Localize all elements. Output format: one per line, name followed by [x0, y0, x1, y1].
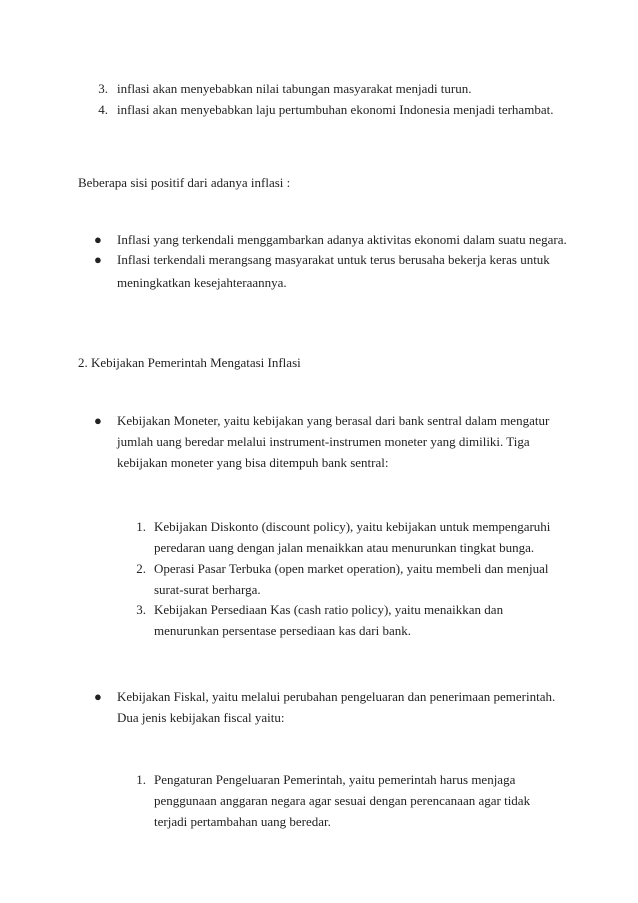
section-heading: 2. Kebijakan Pemerintah Mengatasi Inflasi	[78, 355, 301, 370]
bullet-icon: ●	[94, 689, 102, 704]
paragraph-line: jumlah uang beredar melalui instrument-instrumen moneter yang dimiliki. Tiga	[117, 434, 530, 449]
list-item: inflasi akan menyebabkan nilai tabungan masyarakat menjadi turun.	[117, 81, 472, 96]
list-item: Kebijakan Diskonto (discount policy), yaitu kebijakan untuk mempengaruhi	[154, 519, 551, 534]
paragraph-line: kebijakan moneter yang bisa ditempuh bank sentral:	[117, 455, 389, 470]
paragraph-line: Kebijakan Moneter, yaitu kebijakan yang berasal dari bank sentral dalam mengatur	[117, 413, 550, 428]
list-item: Kebijakan Persediaan Kas (cash ratio policy), yaitu menaikkan dan	[154, 602, 504, 617]
list-item: inflasi akan menyebabkan laju pertumbuhan ekonomi Indonesia menjadi terhambat.	[117, 102, 554, 117]
list-marker: 2.	[136, 561, 146, 576]
list-item-continuation: peredaran uang dengan jalan menaikkan atau menurunkan tingkat bunga.	[154, 540, 535, 555]
list-item: Pengaturan Pengeluaran Pemerintah, yaitu pemerintah harus menjaga	[154, 772, 516, 787]
list-marker: 1.	[136, 519, 146, 534]
list-marker: 1.	[136, 772, 146, 787]
list-item-continuation: penggunaan anggaran negara agar sesuai dengan perencanaan agar tidak	[154, 793, 531, 808]
list-item: Inflasi yang terkendali menggambarkan adanya aktivitas ekonomi dalam suatu negara.	[117, 232, 567, 247]
bullet-icon: ●	[94, 232, 102, 247]
positive-heading: Beberapa sisi positif dari adanya inflasi :	[78, 175, 291, 190]
list-item-continuation: terjadi pertambahan uang beredar.	[154, 814, 331, 829]
list-item-continuation: surat-surat berharga.	[154, 582, 261, 597]
list-item: Inflasi terkendali merangsang masyarakat untuk terus berusaha bekerja keras untuk	[117, 252, 550, 267]
list-marker: 4.	[98, 102, 108, 117]
list-marker: 3.	[98, 81, 108, 96]
bullet-icon: ●	[94, 252, 102, 267]
list-marker: 3.	[136, 602, 146, 617]
paragraph-line: Kebijakan Fiskal, yaitu melalui perubahan pengeluaran dan penerimaan pemerintah.	[117, 689, 556, 704]
bullet-icon: ●	[94, 413, 102, 428]
list-item-continuation: menurunkan persentase persediaan kas dari bank.	[154, 623, 412, 638]
list-item: Operasi Pasar Terbuka (open market operation), yaitu membeli dan menjual	[154, 561, 549, 576]
list-item-continuation: meningkatkan kesejahteraannya.	[117, 275, 287, 290]
paragraph-line: Dua jenis kebijakan fiscal yaitu:	[117, 710, 285, 725]
